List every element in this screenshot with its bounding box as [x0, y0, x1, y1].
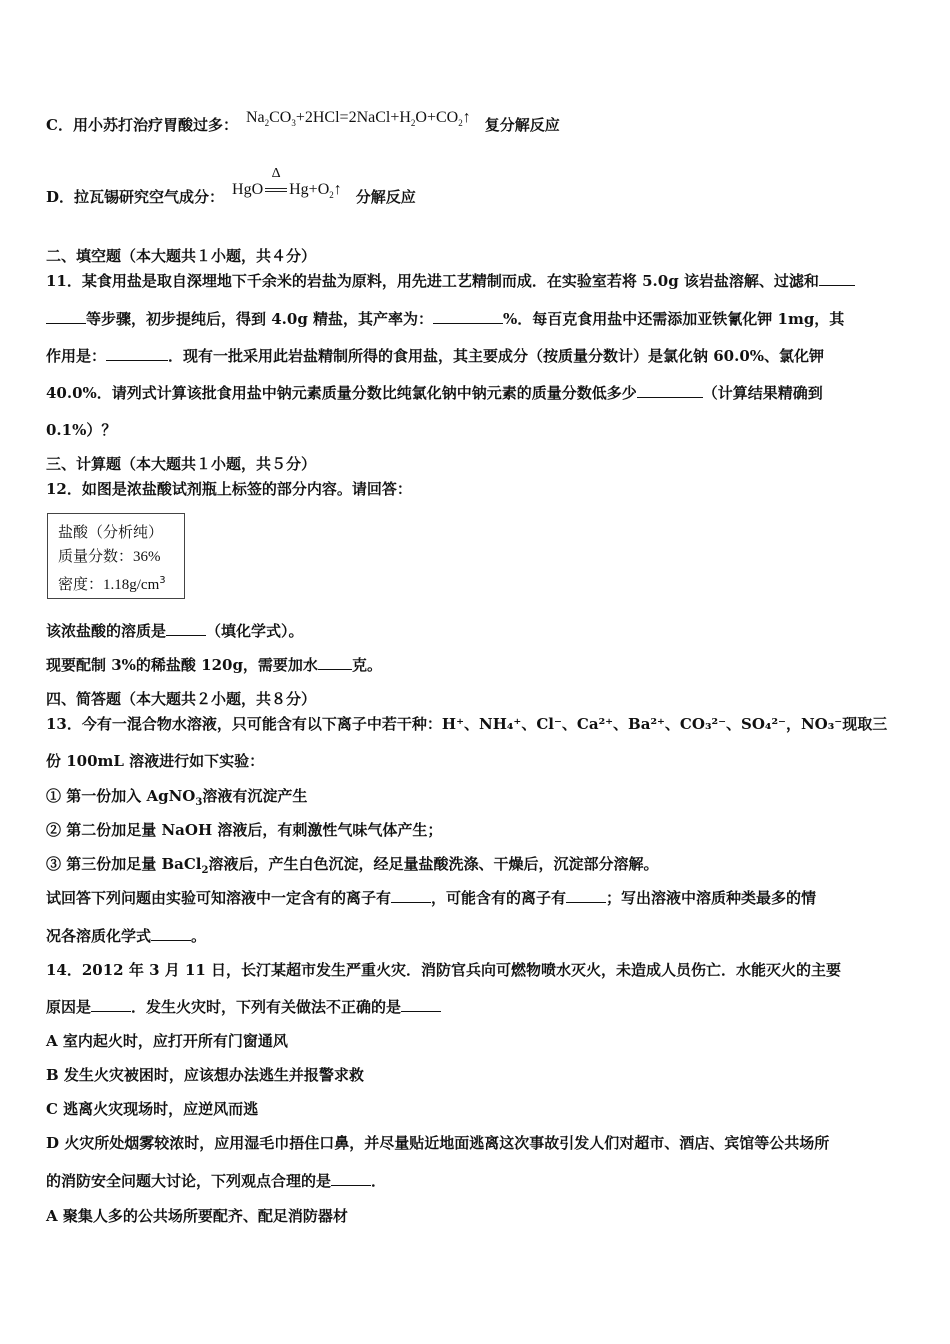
- blank[interactable]: [91, 997, 131, 1012]
- option-d-equation: HgO Δ $Hg+O_2↑$: [232, 166, 342, 201]
- option-d: [46, 166, 910, 213]
- blank[interactable]: [318, 655, 352, 670]
- reagent-mass-fraction: 质量分数：36%: [58, 547, 161, 565]
- blank[interactable]: [106, 346, 168, 361]
- blank[interactable]: [819, 271, 855, 286]
- blank[interactable]: [433, 309, 503, 324]
- blank[interactable]: [166, 621, 206, 636]
- q11-line-5: 0.1%）？: [46, 421, 117, 439]
- q13-step-2: ② 第二份加足量 NaOH 溶液后，有刺激性气味气体产生；: [46, 821, 443, 839]
- option-c-type: 复分解反应: [484, 116, 560, 134]
- q14-line-2: 原因是 ．发生火灾时，下列有关做法不正确的是: [46, 997, 910, 1017]
- ion-list: H⁺、NH₄⁺、Cl⁻、Ca²⁺、Ba²⁺、CO₃²⁻、SO₄²⁻，NO₃⁻: [441, 715, 843, 733]
- q13-step-1: ① 第一份加入 AgNO$_3$溶液有沉淀产生: [46, 787, 308, 808]
- section-2-heading: 二、填空题（本大题共１小题，共４分）: [46, 247, 317, 265]
- blank[interactable]: [637, 383, 703, 398]
- q14-choice-d: D 火灾所处烟雾较浓时，应用湿毛巾捂住口鼻，并尽量贴近地面逃离这次事故引发人们对超市、酒店、宾馆等公共场所: [46, 1134, 830, 1152]
- option-d-text: D．拉瓦锡研究空气成分：: [46, 188, 225, 206]
- blank[interactable]: [566, 888, 606, 903]
- q11-line-4: 40.0%．请列式计算该批食用盐中钠元素质量分数比纯氯化钠中钠元素的质量分数低多少 （计算结果精确到: [46, 384, 823, 402]
- blank[interactable]: [401, 997, 441, 1012]
- option-d-type: 分解反应: [355, 188, 416, 206]
- reagent-name: 盐酸（分析纯）: [58, 523, 164, 541]
- q14-line-1: 14．2012 年 3 月 11 日，长汀某超市发生严重火灾．消防官兵向可燃物喷水灭火，未造成人员伤亡．水能灭火的主要: [46, 961, 842, 979]
- q14-choice-a: A 室内起火时，应打开所有门窗通风: [46, 1032, 288, 1050]
- section-4-heading: 四、简答题（本大题共２小题，共８分）: [46, 690, 317, 708]
- q13-question-line-1: 试回答下列问题由实验可知溶液中一定含有的离子有 ，可能含有的离子有 ；写出溶液中溶质种类最多的情: [46, 889, 817, 907]
- q14-choice-c: C 逃离火灾现场时，应逆风而逃: [46, 1100, 259, 1118]
- option-c-equation: $Na_2CO_3+2HCl=2NaCl+H_2O+CO_2↑$: [245, 109, 471, 129]
- q11-line-2: 等步骤，初步提纯后，得到 4.0g 精盐，其产率为： %．每百克食用盐中还需添加亚铁氰化钾 1mg，其: [46, 309, 910, 329]
- q13-step-3: ③ 第三份加足量 BaCl$_2$溶液后，产生白色沉淀，经足量盐酸洗涤、干燥后，沉淀部分溶解。: [46, 855, 659, 876]
- q13-line-2: 份 100mL 溶液进行如下实验：: [46, 752, 265, 770]
- q14-choice-b: B 发生火灾被困时，应该想办法逃生并报警求救: [46, 1066, 364, 1084]
- reagent-label: [47, 513, 185, 599]
- blank[interactable]: [151, 926, 191, 941]
- q11-line-1: 11．某食用盐是取自深埋地下千余米的岩盐为原料，用先进工艺精制而成．在实验室若将 5.0g 该岩盐溶解、过滤和: [46, 271, 910, 291]
- blank[interactable]: [331, 1171, 371, 1186]
- q12-question-2: 现要配制 3%的稀盐酸 120g，需要加水 克。: [46, 656, 382, 674]
- q14-line-7: 的消防安全问题大讨论，下列观点合理的是 ．: [46, 1172, 387, 1190]
- delta-symbol: Δ: [271, 166, 281, 181]
- blank[interactable]: [46, 309, 86, 324]
- section-3-heading: 三、计算题（本大题共１小题，共５分）: [46, 455, 317, 473]
- q12-intro: 12．如图是浓盐酸试剂瓶上标签的部分内容。请回答：: [46, 480, 412, 498]
- q12-question-1: 该浓盐酸的溶质是 （填化学式）。: [46, 622, 304, 640]
- option-c-text: C．用小苏打治疗胃酸过多：: [46, 116, 238, 134]
- q13-question-line-2: 况各溶质化学式 。: [46, 927, 207, 945]
- blank[interactable]: [391, 888, 431, 903]
- reagent-density: 密度：$1.18g/cm^3$: [58, 575, 166, 593]
- option-c: [46, 109, 910, 141]
- q11-line-3: 作用是： ．现有一批采用此岩盐精制所得的食用盐，其主要成分（按质量分数计）是氯化钠 60.0%、氯化钾: [46, 347, 825, 365]
- q14-choice-a2: A 聚集人多的公共场所要配齐、配足消防器材: [46, 1207, 348, 1225]
- q13-line-1: 13．今有一混合物水溶液，只可能含有以下离子中若干种：H⁺、NH₄⁺、Cl⁻、Ca²⁺、Ba²⁺、CO₃²⁻、SO₄²⁻，NO₃⁻现取三: [46, 715, 888, 733]
